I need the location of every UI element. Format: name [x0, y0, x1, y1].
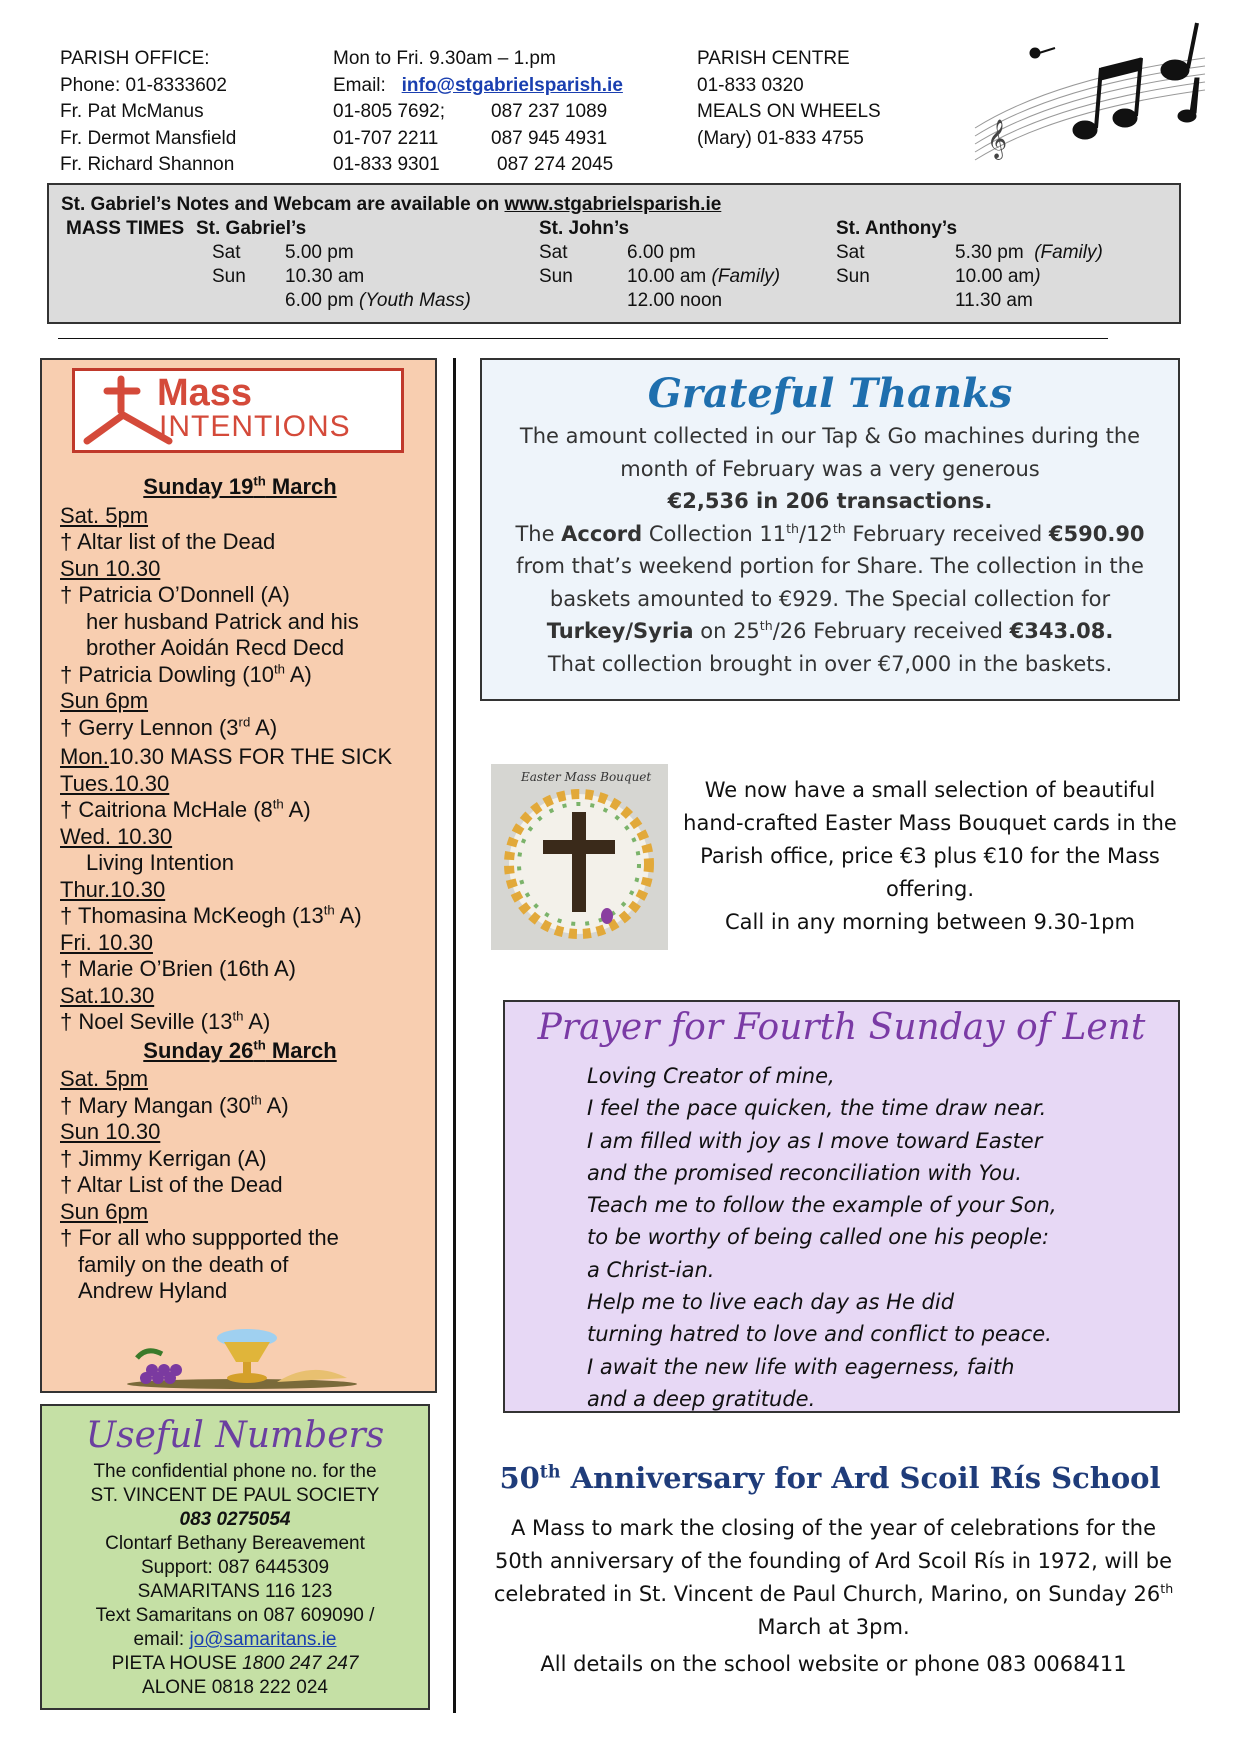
intention-item: † Mary Mangan (30th A): [60, 1092, 289, 1118]
mass-time: 6.00 pm: [285, 290, 354, 311]
logo-intentions-text: INTENTIONS: [159, 410, 351, 443]
mass-slot: Wed. 10.30: [60, 823, 173, 849]
prayer-line: Help me to live each day as He did: [587, 1290, 955, 1315]
svp-phone: 083 0275054: [179, 1509, 291, 1530]
thanks-amount: €2,536 in 206 transactions.: [667, 489, 993, 513]
priest-phone: 01-707 2211: [333, 127, 439, 149]
intention-item: † Noel Seville (13th A): [60, 1008, 271, 1034]
anniversary-contact: All details on the school website or phone 083 0068411: [540, 1652, 1127, 1676]
intention-item: † Gerry Lennon (3rd A): [60, 714, 278, 740]
email-link[interactable]: info@stgabrielsparish.ie: [401, 74, 623, 96]
intention-item: † Caitriona McHale (8th A): [60, 796, 311, 822]
grateful-thanks-title: Grateful Thanks: [647, 370, 1013, 417]
webcam-notice: St. Gabriel’s Notes and Webcam are available on: [61, 194, 505, 215]
mass-slot: Sun 6pm: [60, 688, 149, 713]
easter-text: We now have a small selection of beautiful hand-crafted Easter Mass Bouquet cards in the Parish office, price €3 plus €10 for the Mass offering.: [683, 778, 1177, 901]
pieta-label: PIETA HOUSE: [111, 1653, 243, 1674]
parish-office-block: [60, 46, 236, 179]
column-divider: [453, 358, 456, 1713]
intention-item: † Patricia O’Donnell (A): [60, 582, 290, 607]
intention-item: her husband Patrick and his: [86, 608, 359, 634]
useful-line: Support: 087 6445309: [140, 1557, 330, 1578]
mass-time: 10.30 am: [285, 266, 365, 287]
mass-slot: Fri. 10.30: [60, 929, 153, 955]
office-phone: Phone: 01-8333602: [60, 74, 227, 96]
prayer-title: Prayer for Fourth Sunday of Lent: [537, 1007, 1146, 1048]
easter-call: Call in any morning between 9.30-1pm: [725, 910, 1135, 934]
card-caption: Easter Mass Bouquet: [521, 770, 652, 784]
anniversary-notice: [487, 1512, 1180, 1681]
mass-time: 5.30 pm: [955, 242, 1024, 263]
intention-item: † Thomasina McKeogh (13th A): [60, 902, 362, 928]
anniversary-text: A Mass to mark the closing of the year of celebrations for the 50th anniversary of the founding of Ard Scoil Rís in 1972, will be celebrated in St. Vincent de Paul Church, Marino, on Sunday 26th March at 3pm.: [493, 1516, 1174, 1639]
mass-intentions-logo: [72, 368, 404, 453]
prayer-line: to be worthy of being called one his people:: [587, 1225, 1050, 1250]
church-name: St. Gabriel’s: [196, 218, 307, 239]
intention-item: † Patricia Dowling (10th A): [60, 661, 312, 687]
mass-note: (Family): [711, 266, 781, 287]
centre-phone: 01-833 0320: [697, 74, 804, 96]
prayer-line: and the promised reconciliation with You.: [587, 1160, 1022, 1185]
priest-phone: 01-805 7692;: [333, 101, 445, 122]
easter-card-image: [491, 764, 668, 950]
church-name: St. Anthony’s: [836, 218, 958, 239]
anniversary-title: 50th Anniversary for Ard Scoil Rís School: [499, 1461, 1161, 1495]
mass-slot: Sat. 5pm: [60, 1066, 149, 1091]
mass-slot: Sat. 5pm: [60, 502, 149, 528]
centre-label: PARISH CENTRE: [697, 48, 850, 69]
prayer-line: Teach me to follow the example of your Son,: [587, 1193, 1057, 1218]
priest-mobile: 087 237 1089: [491, 101, 608, 122]
logo-mass-text: Mass: [157, 372, 253, 414]
mass-times-box: [47, 183, 1181, 324]
priest-mobile: 087 945 4931: [491, 127, 608, 149]
mass-time: 11.30 am: [955, 290, 1033, 311]
prayer-line: I am filled with joy as I move toward Easter: [587, 1128, 1043, 1153]
mass-note: (Family): [1034, 242, 1103, 263]
email-label: Email:: [333, 74, 386, 96]
mass-time: 6.00 pm: [627, 242, 696, 263]
email-label: email:: [133, 1629, 190, 1650]
mass-slot: Sat.10.30: [60, 982, 155, 1008]
meals-contact: (Mary) 01-833 4755: [697, 127, 864, 149]
intention-item: brother Aoidán Recd Decd: [86, 635, 345, 660]
intention-item: Living Intention: [86, 850, 234, 875]
thanks-paragraph: The Accord Collection 11th/12th February received €590.90 from that’s weekend portion for Share. The collection in the baskets amounted to €929. The Special collection for Turkey/Syria on 25th/26 February received €343.08.: [515, 520, 1145, 643]
useful-line: Clontarf Bethany Bereavement: [105, 1533, 365, 1554]
mobile-phones-block: [491, 99, 613, 179]
useful-line: Text Samaritans on 087 609090 /: [95, 1605, 375, 1626]
mass-day: Sat: [539, 242, 568, 263]
mass-time: 5.00 pm: [285, 242, 354, 263]
prayer-line: Loving Creator of mine,: [587, 1064, 835, 1088]
church-name: St. John’s: [539, 218, 630, 239]
website-link[interactable]: www.stgabrielsparish.ie: [504, 194, 722, 215]
mass-time: 12.00 noon: [627, 290, 723, 311]
useful-numbers-box: [40, 1404, 430, 1710]
samaritans-email-link[interactable]: jo@samaritans.ie: [189, 1629, 337, 1650]
mass-note: ): [1034, 266, 1041, 287]
communion-illustration: [112, 1328, 362, 1390]
prayer-line: and a deep gratitude.: [587, 1386, 816, 1411]
mass-day: Sat: [836, 242, 865, 263]
sunday-heading: Sunday 26th March: [143, 1037, 337, 1063]
mass-note: (Youth Mass): [358, 290, 471, 311]
mass-time: 10.00 am: [955, 266, 1035, 287]
mass-slot: Thur.10.30: [60, 876, 166, 902]
grateful-thanks-box: [480, 358, 1180, 701]
divider-line: [58, 338, 1108, 339]
priest-name: Fr. Dermot Mansfield: [60, 127, 237, 149]
intention-item: Andrew Hyland: [78, 1278, 228, 1303]
prayer-line: turning hatred to love and conflict to peace.: [587, 1322, 1052, 1347]
mass-slot: Sun 10.30: [60, 1119, 161, 1144]
useful-line: ST. VINCENT DE PAUL SOCIETY: [90, 1485, 380, 1506]
mass-slot: Sun 6pm: [60, 1198, 149, 1224]
useful-line: ALONE 0818 222 024: [142, 1677, 328, 1698]
useful-line: The confidential phone no. for the: [93, 1461, 377, 1482]
mass-time: 10.00 am: [627, 266, 707, 287]
meals-label: MEALS ON WHEELS: [697, 101, 881, 122]
mass-times-label: MASS TIMES: [66, 218, 185, 239]
priest-phone: 01-833 9301: [333, 154, 440, 175]
intention-item: † Marie O’Brien (16th A): [60, 956, 296, 981]
mass-slot: Sun 10.30: [60, 555, 161, 581]
mass-day: Sun: [539, 266, 573, 287]
mass-slot: Mon.10.30 MASS FOR THE SICK: [60, 744, 393, 769]
intention-item: family on the death of: [78, 1251, 289, 1277]
prayer-line: a Christ-ian.: [587, 1257, 715, 1282]
priest-mobile: 087 274 2045: [497, 154, 614, 175]
mass-intentions-box: [40, 358, 437, 1393]
thanks-text: That collection brought in over €7,000 in the baskets.: [547, 651, 1113, 676]
intention-item: † Jimmy Kerrigan (A): [60, 1145, 267, 1171]
mass-slot: Tues.10.30: [60, 770, 170, 796]
office-hours: Mon to Fri. 9.30am – 1.pm: [333, 48, 556, 69]
pieta-number: 1800 247 247: [242, 1653, 359, 1674]
parish-centre-block: [697, 46, 881, 152]
mass-day: Sun: [212, 266, 246, 287]
useful-numbers-title: Useful Numbers: [85, 1415, 385, 1456]
intention-item: † For all who suppported the: [60, 1225, 339, 1250]
easter-bouquet-notice: [680, 774, 1180, 939]
prayer-text: [587, 1060, 1057, 1415]
intentions-list: [60, 472, 420, 1305]
useful-line: SAMARITANS 116 123: [137, 1581, 333, 1602]
prayer-line: I await the new life with eagerness, faith: [587, 1354, 1015, 1379]
intention-item: † Altar list of the Dead: [60, 529, 276, 554]
prayer-line: I feel the pace quicken, the time draw near.: [587, 1096, 1047, 1121]
mass-day: Sat: [212, 242, 241, 263]
thanks-text: The amount collected in our Tap & Go machines during the month of February was a very generous: [519, 424, 1141, 481]
priest-name: Fr. Richard Shannon: [60, 154, 235, 175]
mass-day: Sun: [836, 266, 870, 287]
svg-text:𝄞: 𝄞: [987, 119, 1008, 159]
priest-name: Fr. Pat McManus: [60, 101, 204, 122]
music-notes-illustration: [965, 18, 1215, 178]
intention-item: † Altar List of the Dead: [60, 1172, 283, 1197]
sunday-heading: Sunday 19th March: [143, 473, 337, 499]
prayer-box: [503, 1000, 1180, 1413]
office-label: PARISH OFFICE:: [60, 48, 210, 69]
